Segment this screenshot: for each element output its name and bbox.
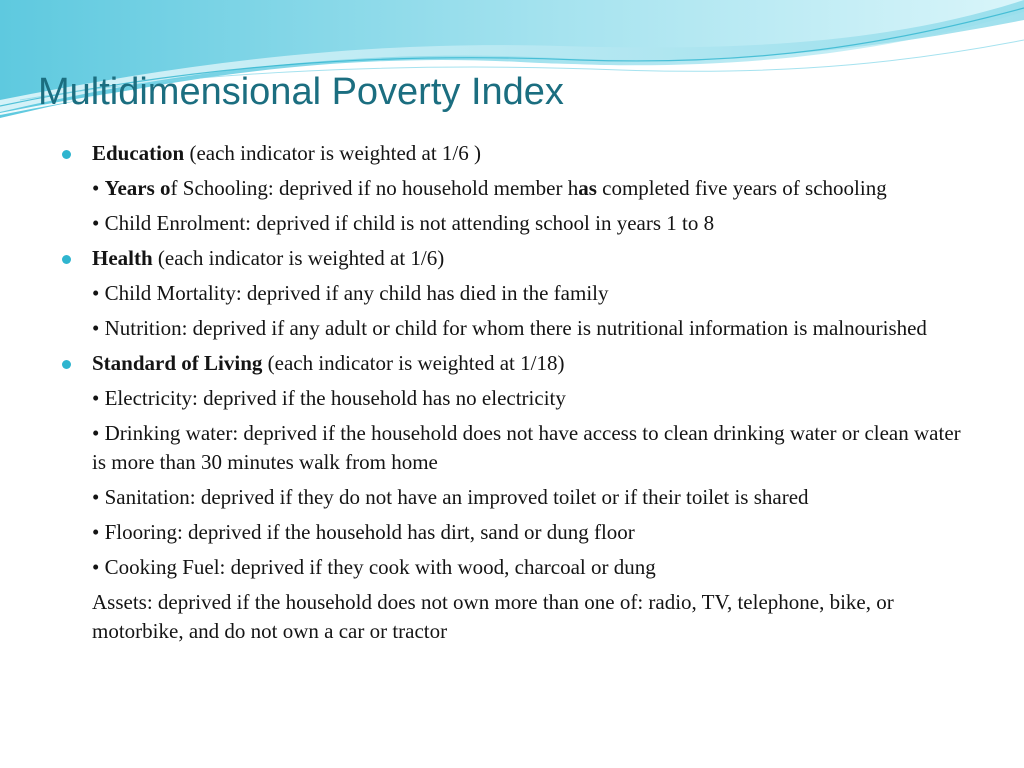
indicator-item: • Sanitation: deprived if they do not have an improved toilet or if their toilet is shared — [92, 485, 809, 509]
bold-text: Years o — [104, 176, 171, 200]
indicator-text: f Schooling: deprived if no household member h — [170, 176, 579, 200]
indicator-item: Assets: deprived if the household does not own more than one of: radio, TV, telephone, bike, or motorbike, and do not own a car or tractor — [92, 590, 894, 643]
indicator-item: • Cooking Fuel: deprived if they cook with wood, charcoal or dung — [92, 555, 656, 579]
indicator-text: completed five years of schooling — [596, 176, 887, 200]
section-standard-of-living — [60, 349, 965, 378]
weight-note: (each indicator is weighted at 1/18) — [262, 351, 565, 375]
section-heading: Education — [92, 141, 185, 165]
circle-bullet-icon — [62, 150, 71, 159]
section-heading: Standard of Living — [92, 351, 263, 375]
section-heading: Health — [92, 246, 153, 270]
indicator-item: • Drinking water: deprived if the household does not have access to clean drinking water or clean water is more than 30 minutes walk from home — [92, 421, 961, 474]
weight-note: (each indicator is weighted at 1/6) — [152, 246, 445, 270]
bullet-char: • — [92, 176, 105, 200]
indicator-item: • Child Enrolment: deprived if child is not attending school in years 1 to 8 — [92, 211, 715, 235]
section-health — [60, 244, 965, 273]
indicator-item: • Electricity: deprived if the household has no electricity — [92, 386, 566, 410]
circle-bullet-icon — [62, 255, 71, 264]
indicator-item: • Child Mortality: deprived if any child has died in the family — [92, 281, 609, 305]
section-education — [60, 139, 965, 168]
slide-body — [60, 139, 965, 652]
slide-title: Multidimensional Poverty Index — [38, 71, 564, 113]
indicator-item: • Nutrition: deprived if any adult or child for whom there is nutritional information is malnourished — [92, 316, 927, 340]
indicator-item — [60, 174, 965, 203]
indicator-item: • Flooring: deprived if the household has dirt, sand or dung floor — [92, 520, 635, 544]
bold-text: as — [578, 176, 597, 200]
weight-note: (each indicator is weighted at 1/6 ) — [184, 141, 482, 165]
circle-bullet-icon — [62, 360, 71, 369]
